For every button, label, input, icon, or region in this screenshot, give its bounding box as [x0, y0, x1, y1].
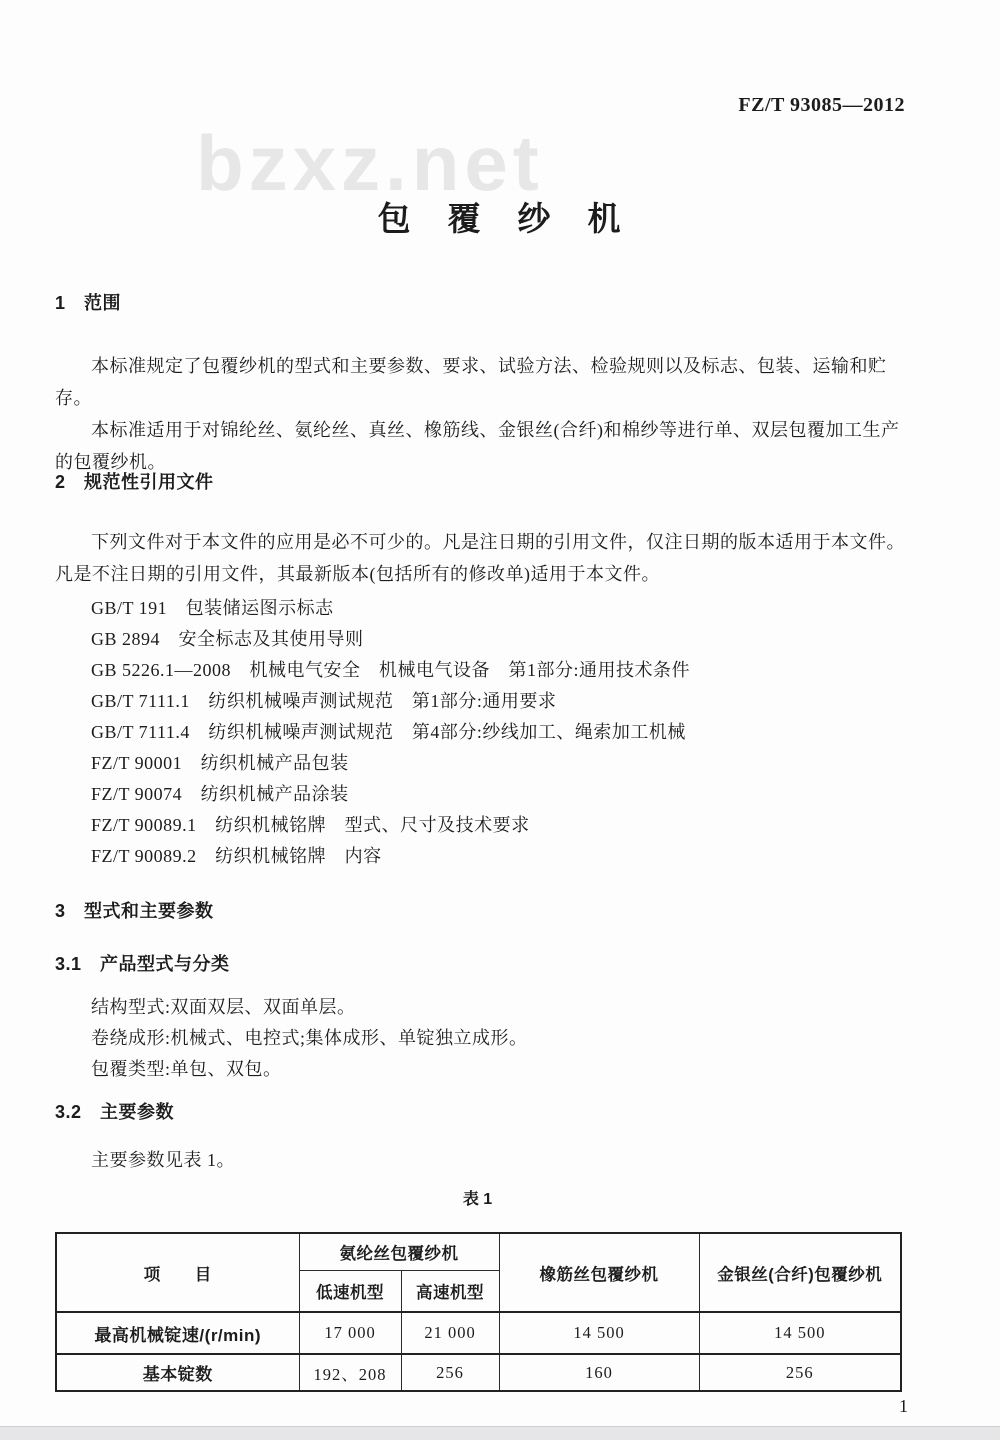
section-3-2-body [55, 1144, 915, 1176]
paragraph-parameters: 主要参数见表 1。 [91, 1150, 235, 1170]
row-label: 最高机械锭速/(r/min) [56, 1312, 299, 1354]
standard-number: FZ/T 93085—2012 [738, 94, 905, 116]
classification-line: 结构型式:双面双层、双面单层。 [91, 997, 356, 1017]
table-header-row-1 [56, 1233, 901, 1271]
header-cell-high-speed: 高速机型 [401, 1271, 499, 1313]
value-cell: 17 000 [299, 1312, 401, 1354]
row-label: 基本锭数 [56, 1354, 299, 1391]
reference-item: GB 5226.1—2008 机械电气安全 机械电气设备 第1部分:通用技术条件 [91, 660, 691, 680]
value-cell: 256 [401, 1354, 499, 1391]
section-1-heading: 1 范围 [55, 293, 122, 313]
section-1-body [55, 350, 915, 478]
table-row-spindle-speed [56, 1312, 901, 1354]
section-3-heading: 3 型式和主要参数 [55, 901, 214, 921]
scan-edge-bar [0, 1426, 1000, 1440]
reference-item: FZ/T 90074 纺织机械产品涂装 [91, 784, 349, 804]
paragraph-scope-1: 本标准规定了包覆纱机的型式和主要参数、要求、试验方法、检验规则以及标志、包装、运输和贮存。 [55, 356, 887, 408]
paragraph-scope-2: 本标准适用于对锦纶丝、氨纶丝、真丝、橡筋线、金银丝(合纤)和棉纱等进行单、双层包覆加工生产的包覆纱机。 [55, 420, 900, 472]
watermark-text: bzxz.net [196, 119, 544, 207]
value-cell: 160 [499, 1354, 699, 1391]
section-3-1-heading: 3.1 产品型式与分类 [55, 954, 230, 974]
classification-line: 卷绕成形:机械式、电控式;集体成形、单锭独立成形。 [91, 1028, 528, 1048]
paragraph-normative-refs: 下列文件对于本文件的应用是必不可少的。凡是注日期的引用文件，仅注日期的版本适用于本文件。凡是不注日期的引用文件，其最新版本(包括所有的修改单)适用于本文件。 [55, 532, 905, 584]
value-cell: 21 000 [401, 1312, 499, 1354]
reference-item: GB/T 191 包装储运图示标志 [91, 598, 334, 618]
header-cell-metallic: 金银丝(合纤)包覆纱机 [699, 1233, 901, 1312]
section-2-heading: 2 规范性引用文件 [55, 472, 214, 492]
reference-item: GB/T 7111.1 纺织机械噪声测试规范 第1部分:通用要求 [91, 691, 557, 711]
header-cell-spandex-group: 氨纶丝包覆纱机 [299, 1233, 499, 1271]
classification-line: 包覆类型:单包、双包。 [91, 1059, 282, 1079]
section-3-1-body [55, 992, 915, 1085]
document-title: 包 覆 纱 机 [377, 200, 623, 237]
table-caption: 表 1 [462, 1191, 493, 1208]
value-cell: 14 500 [499, 1312, 699, 1354]
value-cell: 256 [699, 1354, 901, 1391]
value-cell: 14 500 [699, 1312, 901, 1354]
reference-item: FZ/T 90089.1 纺织机械铭牌 型式、尺寸及技术要求 [91, 815, 530, 835]
reference-item: FZ/T 90001 纺织机械产品包装 [91, 753, 349, 773]
header-cell-item: 项 目 [56, 1233, 299, 1312]
value-cell: 192、208 [299, 1354, 401, 1391]
reference-list [55, 593, 915, 872]
section-3-2-heading: 3.2 主要参数 [55, 1102, 175, 1122]
reference-item: GB/T 7111.4 纺织机械噪声测试规范 第4部分:纱线加工、绳索加工机械 [91, 722, 686, 742]
table-1 [55, 1232, 902, 1392]
reference-item: FZ/T 90089.2 纺织机械铭牌 内容 [91, 846, 382, 866]
page-number: 1 [899, 1396, 908, 1416]
header-cell-rubber: 橡筋丝包覆纱机 [499, 1233, 699, 1312]
table-row-spindle-count [56, 1354, 901, 1391]
section-2-body [55, 526, 915, 590]
header-cell-low-speed: 低速机型 [299, 1271, 401, 1313]
reference-item: GB 2894 安全标志及其使用导则 [91, 629, 364, 649]
